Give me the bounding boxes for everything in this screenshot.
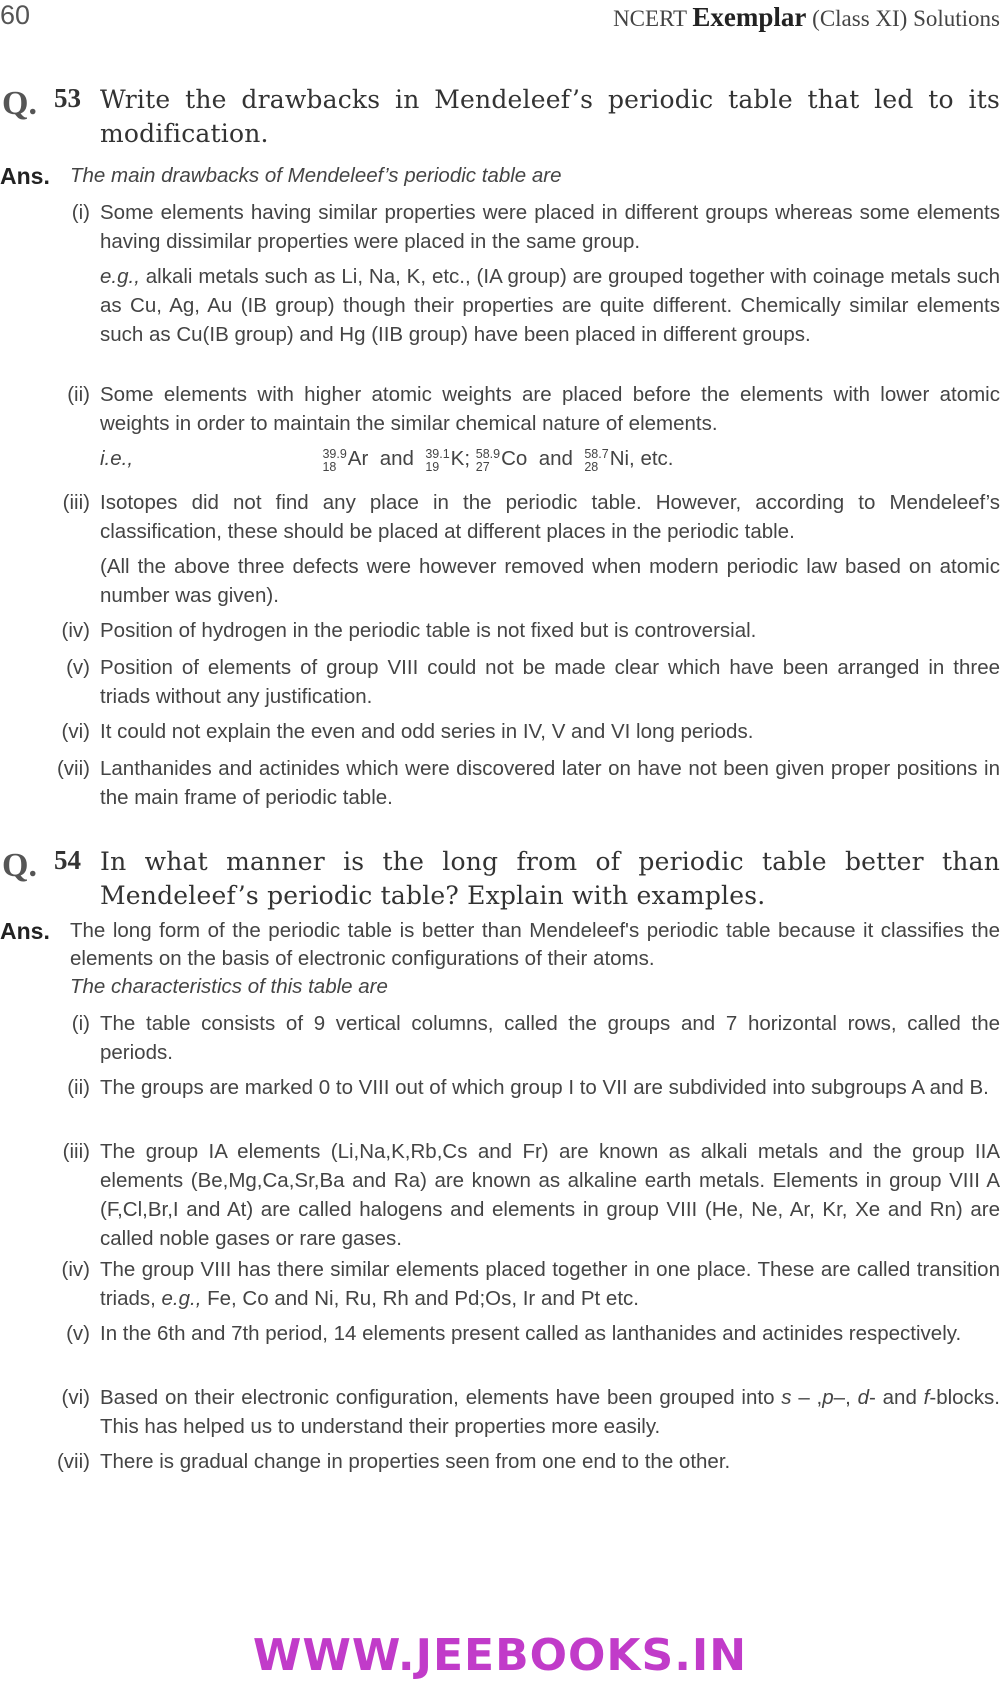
list-item-number: (v) bbox=[66, 1322, 90, 1345]
list-item-number: (ii) bbox=[67, 1076, 90, 1099]
list-item-number: (vii) bbox=[56, 1450, 90, 1473]
list-item-number: (iv) bbox=[61, 1258, 90, 1281]
isotope-argon: 39.9 18 Ar bbox=[322, 447, 369, 474]
list-item-number: (i) bbox=[71, 201, 90, 224]
list-item-text: The groups are marked 0 to VIII out of which group I to VII are subdivided into subgroups A and B. bbox=[100, 1076, 989, 1099]
list-item-text: Lanthanides and actinides which were discovered later on have not been given proper positions in the main frame of periodic table. bbox=[100, 757, 1000, 809]
answer-intro-text: The long form of the periodic table is better than Mendeleef's periodic table because it classifies the elements on the basis of electronic configurations of their atoms. bbox=[70, 919, 1000, 970]
running-title bbox=[613, 2, 1000, 33]
answer-intro-subheading: The characteristics of this table are bbox=[70, 975, 388, 998]
example-paragraph bbox=[100, 262, 1000, 349]
list-item-number: (i) bbox=[71, 1012, 90, 1035]
answer-label: Ans. bbox=[0, 163, 50, 189]
answer-intro bbox=[70, 917, 1000, 1001]
list-item-text: In the 6th and 7th period, 14 elements present called as lanthanides and actinides respectively. bbox=[100, 1322, 962, 1345]
list-item-text: There is gradual change in properties seen from one end to the other. bbox=[100, 1450, 731, 1473]
answer-label: Ans. bbox=[0, 918, 50, 944]
list-item-number: (vi) bbox=[61, 1386, 90, 1409]
watermark-link[interactable]: WWW.JEEBOOKS.IN bbox=[252, 1630, 748, 1681]
ie-label: i.e., bbox=[100, 447, 134, 470]
eg-label: e.g., bbox=[100, 265, 140, 288]
isotope-potassium: 39.1 19 K; bbox=[425, 447, 471, 474]
list-item-text: Position of elements of group VIII could not be made clear which have been arranged in three triads without any justification. bbox=[100, 656, 1000, 708]
question-mark-icon: Q. bbox=[2, 85, 37, 122]
running-title-prefix: NCERT bbox=[613, 6, 693, 31]
list-item-number: (vii) bbox=[56, 757, 90, 780]
isotope-cobalt: 58.9 27 Co bbox=[475, 447, 528, 474]
question-mark-icon: Q. bbox=[2, 847, 37, 884]
list-item-text: The table consists of 9 vertical columns, called the groups and 7 horizontal rows, called the periods. bbox=[100, 1012, 1000, 1064]
list-item-text: Isotopes did not find any place in the periodic table. However, according to Mendeleef’s classification, these should be placed at different places in the periodic table. bbox=[100, 491, 1000, 543]
isotope-example-line bbox=[100, 444, 1000, 474]
list-item-text: Some elements with higher atomic weights are placed before the elements with lower atomic weights in order to maintain the similar chemical nature of elements. bbox=[100, 383, 1000, 435]
answer-intro: The main drawbacks of Mendeleef’s periodic table are bbox=[70, 164, 562, 187]
list-item-text: The group VIII has there similar elements placed together in one place. These are called transition triads, e.g., Fe, Co and Ni, Ru, Rh and Pd;Os, Ir and Pt etc. bbox=[100, 1258, 1000, 1310]
list-item-text: Some elements having similar properties were placed in different groups whereas some elements having dissimilar properties were placed in the same group. bbox=[100, 201, 1000, 253]
page-header bbox=[0, 0, 1000, 40]
and-word: and bbox=[379, 447, 414, 470]
note-paragraph: (All the above three defects were however removed when modern periodic law based on atomic number was given). bbox=[100, 555, 1000, 607]
question-number: 53 bbox=[54, 83, 81, 113]
isotope-nickel: 58.7 28 Ni, etc. bbox=[584, 447, 674, 474]
list-item-text: It could not explain the even and odd series in IV, V and VI long periods. bbox=[100, 720, 754, 743]
list-item-number: (iii) bbox=[62, 491, 90, 514]
and-word: and bbox=[538, 447, 573, 470]
list-item-number: (vi) bbox=[61, 720, 90, 743]
list-item-text: Based on their electronic configuration, elements have been grouped into s – ,p–, d- and f-blocks. This has helped us to understand their properties more easily. bbox=[100, 1386, 1000, 1438]
question-text: In what manner is the long from of periodic table better than Mendeleef’s periodic table? Explain with examples. bbox=[100, 847, 1000, 910]
running-title-suffix: (Class XI) Solutions bbox=[806, 6, 1000, 31]
running-title-bold: Exemplar bbox=[692, 2, 807, 32]
list-item-number: (iv) bbox=[61, 619, 90, 642]
list-item-text: Position of hydrogen in the periodic table is not fixed but is controversial. bbox=[100, 619, 757, 642]
page-number: 60 bbox=[0, 0, 31, 30]
example-text: alkali metals such as Li, Na, K, etc., (IA group) are grouped together with coinage metals such as Cu, Ag, Au (IB group) though their properties are quite different. Chemically similar elements such as Cu(IB group) and Hg (IIB group) have been placed in different groups. bbox=[100, 265, 1000, 346]
list-item-text: The group IA elements (Li,Na,K,Rb,Cs and Fr) are known as alkali metals and the group IIA elements (Be,Mg,Ca,Sr,Ba and Ra) are known as alkaline earth metals. Elements in group VIII A (F,Cl,Br,I and At) are called halogens and elements in group VIII (He, Ne, Ar, Kr, Xe and Rn) are called noble gases or rare gases. bbox=[100, 1140, 1000, 1250]
question-number: 54 bbox=[54, 845, 81, 875]
list-item-number: (iii) bbox=[62, 1140, 90, 1163]
list-item-number: (ii) bbox=[67, 383, 90, 406]
question-text: Write the drawbacks in Mendeleef’s periodic table that led to its modification. bbox=[100, 85, 1000, 148]
list-item-number: (v) bbox=[66, 656, 90, 679]
